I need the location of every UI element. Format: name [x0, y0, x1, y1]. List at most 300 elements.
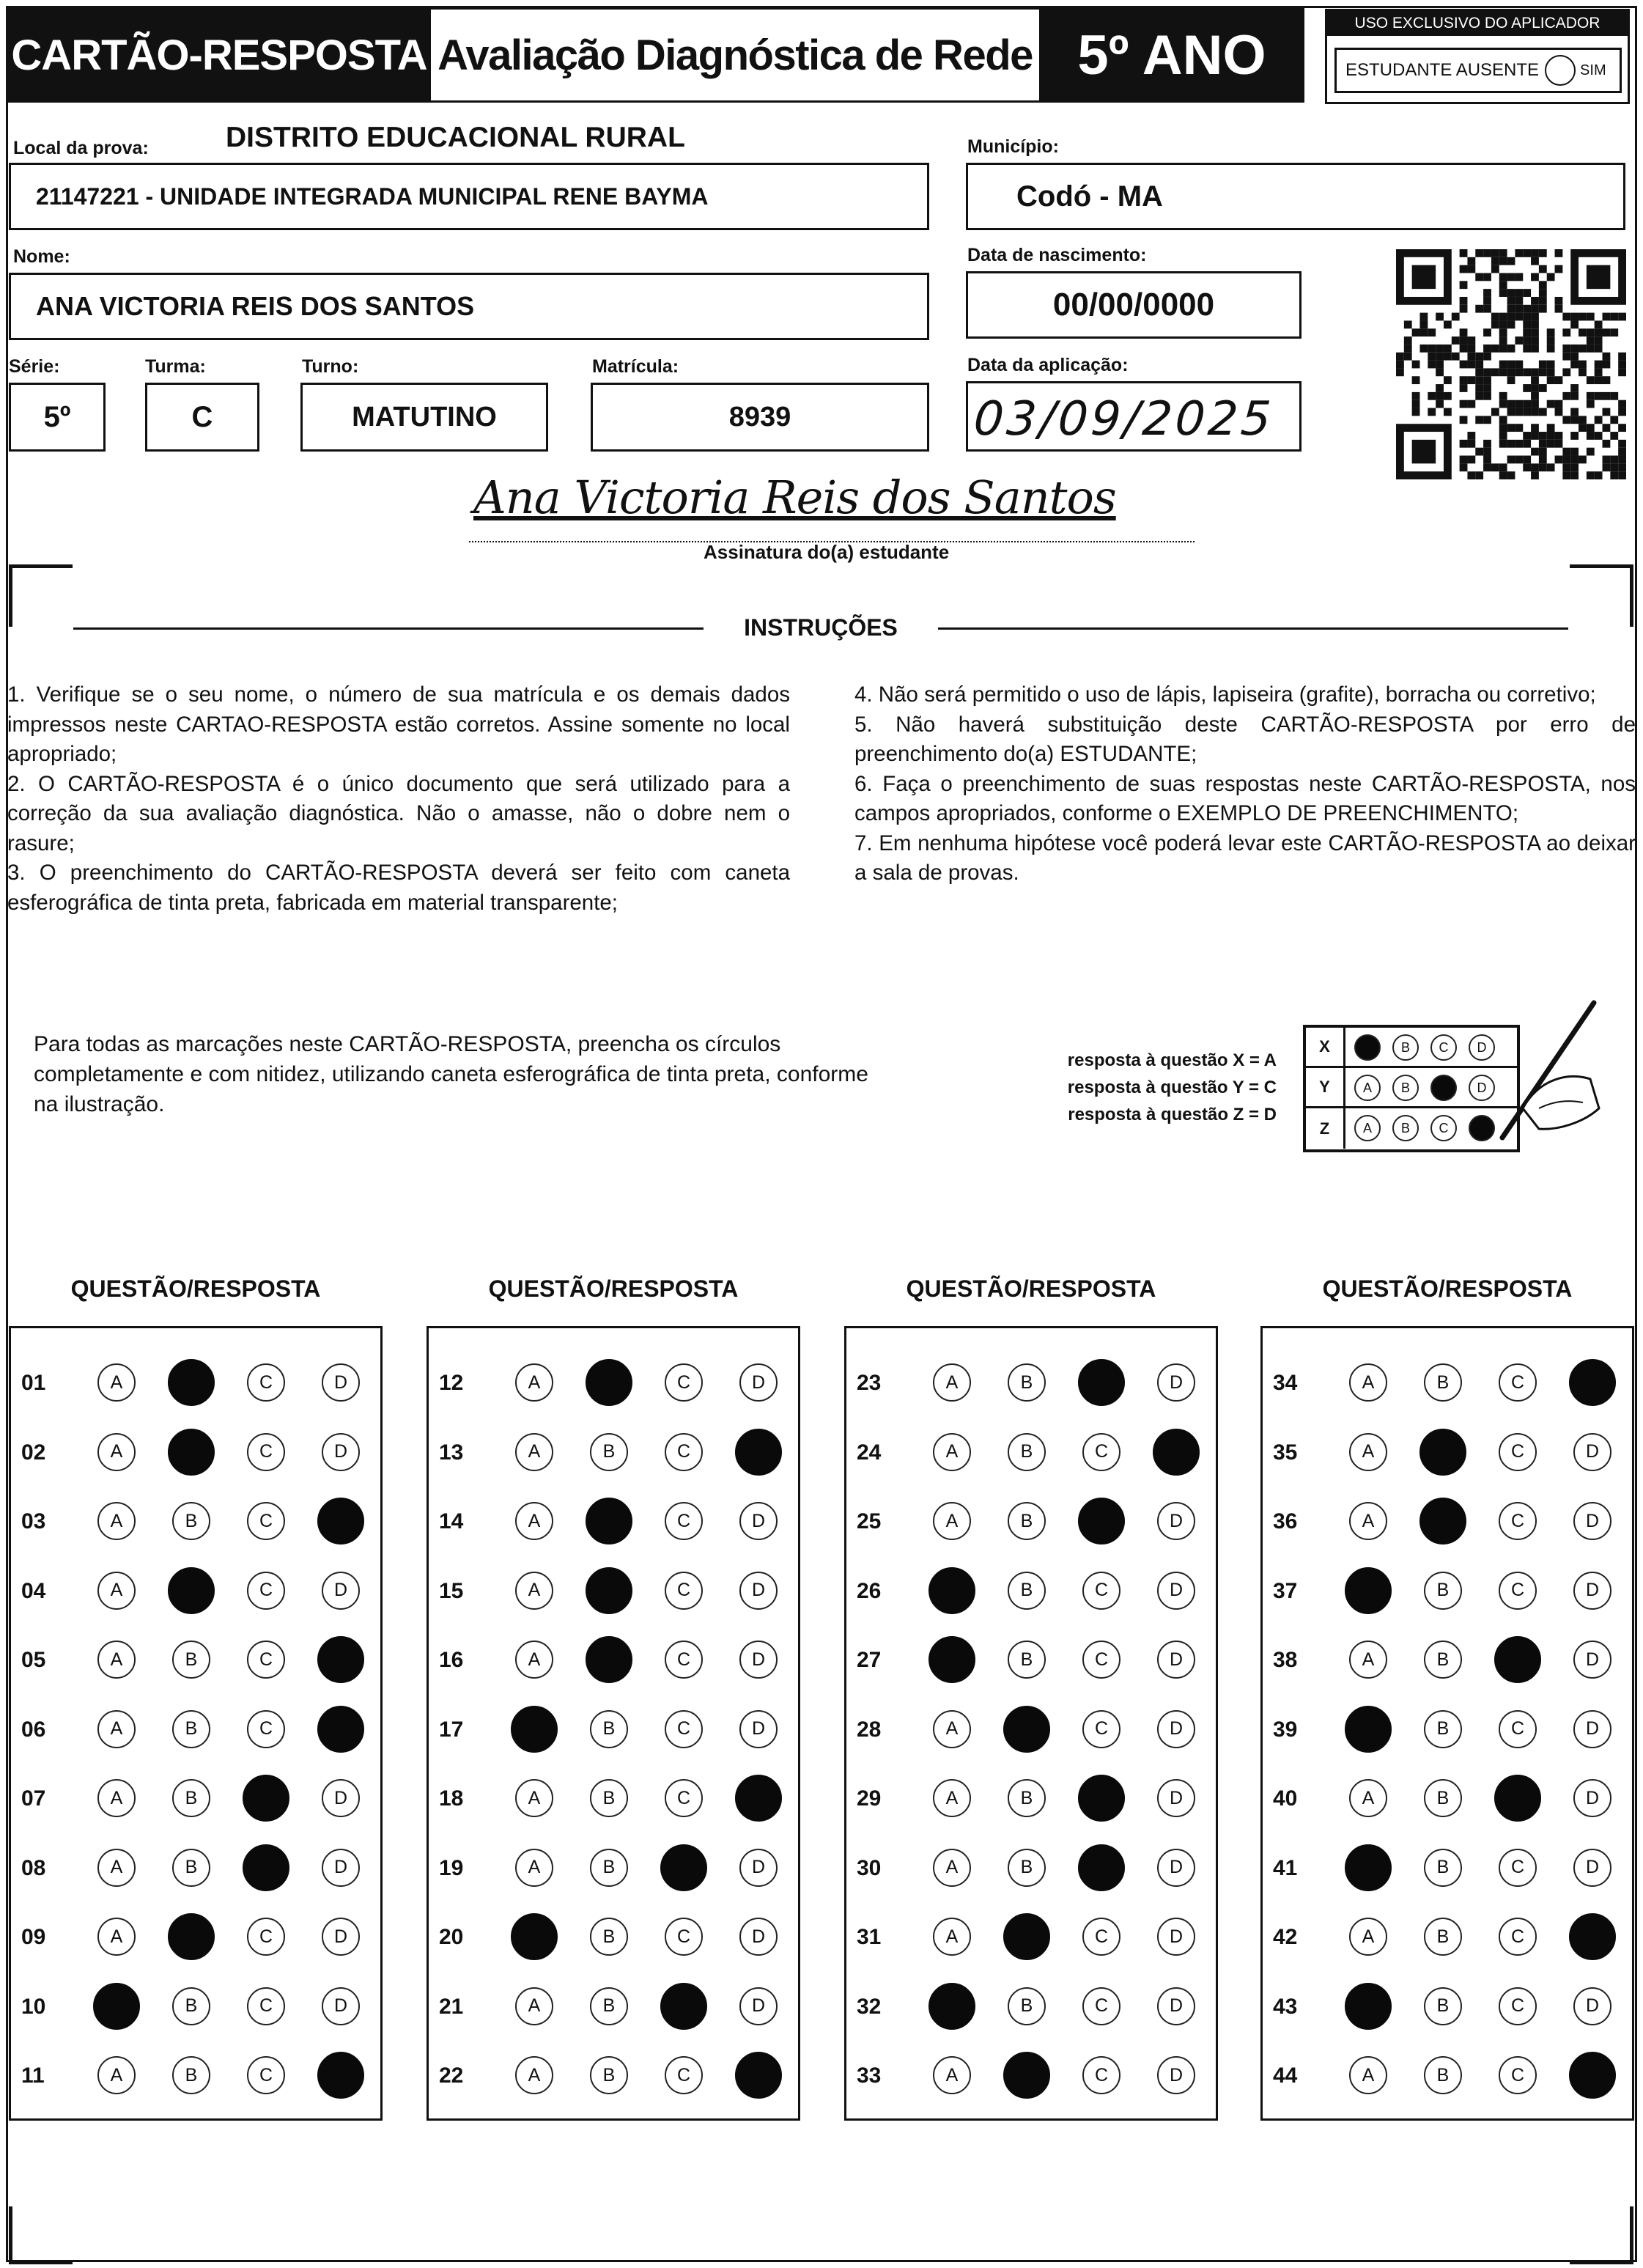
answer-bubble-b[interactable]	[1419, 1498, 1466, 1544]
answer-bubble-d[interactable]: D	[1573, 1710, 1611, 1748]
question-row	[846, 1770, 1216, 1829]
corner-top-right	[1570, 564, 1633, 627]
question-number: 31	[857, 1925, 882, 1949]
question-row	[846, 2047, 1216, 2106]
answer-bubble-a[interactable]: A	[515, 1987, 553, 2025]
answer-bubble-d[interactable]: D	[1157, 1710, 1195, 1748]
answer-bubble-a[interactable]: A	[933, 2056, 971, 2094]
answer-bubble-a[interactable]	[93, 1983, 140, 2030]
district-name: DISTRITO EDUCACIONAL RURAL	[226, 122, 685, 153]
answer-bubble-b[interactable]: B	[172, 1779, 210, 1817]
question-number: 16	[439, 1648, 464, 1672]
answer-bubble-a[interactable]: A	[1349, 1363, 1387, 1402]
question-row	[11, 1424, 380, 1483]
answer-bubble-b[interactable]	[168, 1429, 215, 1476]
question-number: 29	[857, 1786, 882, 1811]
answer-bubble-d[interactable]: D	[1573, 1987, 1611, 2025]
answer-bubble-c[interactable]	[243, 1844, 289, 1891]
answer-bubble-a[interactable]: A	[1349, 2056, 1387, 2094]
answer-bubble-c[interactable]: C	[247, 1918, 285, 1956]
question-number: 14	[439, 1509, 464, 1534]
question-row	[11, 1909, 380, 1967]
question-number: 19	[439, 1855, 464, 1880]
answer-bubble-a[interactable]: A	[97, 1433, 136, 1471]
answer-bubble-d[interactable]	[317, 1498, 364, 1544]
example-bubble-b: B	[1392, 1034, 1419, 1061]
answer-bubble-b[interactable]: B	[590, 1779, 628, 1817]
question-number: 18	[439, 1786, 464, 1811]
answer-bubble-a[interactable]: A	[933, 1433, 971, 1471]
answer-bubble-a[interactable]: A	[97, 1502, 136, 1540]
example-line-y: resposta à questão Y = C	[1067, 1078, 1277, 1097]
answer-bubble-d[interactable]: D	[1157, 1918, 1195, 1956]
answer-bubble-d[interactable]: D	[1573, 1433, 1611, 1471]
instructions-rule-left	[73, 627, 704, 630]
answer-bubble-a[interactable]	[511, 1706, 558, 1753]
answer-bubble-c[interactable]: C	[247, 1433, 285, 1471]
answer-bubble-a[interactable]: A	[515, 1502, 553, 1540]
instruction-1: 1. Verifique se o seu nome, o número de sua matrícula e os demais dados impressos neste CARTAO-RESPOSTA estão corretos. Assine somente no local apropriado;	[7, 682, 790, 766]
answer-bubble-d[interactable]	[1153, 1429, 1200, 1476]
answer-bubble-d[interactable]	[317, 2052, 364, 2099]
answer-bubble-a[interactable]: A	[97, 1710, 136, 1748]
answer-bubble-a[interactable]: A	[1349, 1433, 1387, 1471]
absent-checkbox[interactable]	[1545, 55, 1576, 86]
question-row	[429, 1909, 798, 1967]
qr-code	[1396, 249, 1626, 479]
answer-bubble-a[interactable]	[928, 1567, 975, 1614]
answer-column-header: QUESTÃO/RESPOSTA	[70, 1275, 321, 1302]
question-row	[429, 1770, 798, 1829]
answer-bubble-b[interactable]	[1003, 1706, 1050, 1753]
answer-bubble-b[interactable]: B	[1424, 1572, 1462, 1610]
answer-bubble-b[interactable]	[586, 1567, 632, 1614]
answer-bubble-c[interactable]: C	[247, 2056, 285, 2094]
answer-bubble-c[interactable]: C	[665, 1918, 703, 1956]
answer-column-3	[844, 1326, 1218, 2121]
question-row	[1263, 1563, 1632, 1621]
answer-bubble-d[interactable]: D	[1157, 1502, 1195, 1540]
answer-bubble-d[interactable]: D	[739, 1572, 778, 1610]
question-number: 41	[1273, 1855, 1298, 1880]
exam-title: Avaliação Diagnóstica de Rede	[431, 7, 1039, 103]
answer-bubble-a[interactable]	[928, 1983, 975, 2030]
local-label: Local da prova:	[13, 138, 149, 158]
answer-bubble-a[interactable]: A	[933, 1918, 971, 1956]
question-number: 08	[21, 1855, 46, 1880]
answer-bubble-a[interactable]: A	[515, 1779, 553, 1817]
answer-bubble-a[interactable]	[1345, 1706, 1392, 1753]
answer-bubble-c[interactable]	[1078, 1498, 1125, 1544]
answer-bubble-c[interactable]: C	[1082, 1572, 1120, 1610]
answer-bubble-b[interactable]: B	[1008, 1641, 1046, 1679]
answer-bubble-d[interactable]	[1569, 1913, 1616, 1960]
question-number: 11	[21, 2063, 45, 2088]
signature-label: Assinatura do(a) estudante	[704, 541, 950, 563]
corner-bottom-right	[1570, 2206, 1633, 2264]
answer-bubble-b[interactable]: B	[590, 1433, 628, 1471]
question-row	[846, 1840, 1216, 1899]
example-bubble-a: A	[1354, 1115, 1381, 1141]
answer-bubble-a[interactable]: A	[515, 1433, 553, 1471]
answer-bubble-a[interactable]: A	[97, 1779, 136, 1817]
answer-bubble-c[interactable]	[660, 1844, 707, 1891]
absent-field	[1334, 48, 1622, 93]
answer-bubble-d[interactable]: D	[739, 1849, 778, 1887]
answer-bubble-c[interactable]: C	[1082, 2056, 1120, 2094]
answer-bubble-d[interactable]	[317, 1706, 364, 1753]
answer-column-header: QUESTÃO/RESPOSTA	[1322, 1275, 1573, 1302]
answer-bubble-c[interactable]: C	[1082, 1918, 1120, 1956]
answer-bubble-b[interactable]: B	[590, 1918, 628, 1956]
answer-bubble-a[interactable]	[1345, 1567, 1392, 1614]
answer-bubble-d[interactable]: D	[1157, 1641, 1195, 1679]
question-number: 26	[857, 1578, 882, 1603]
answer-bubble-d[interactable]	[317, 1636, 364, 1683]
question-number: 24	[857, 1440, 882, 1465]
question-number: 30	[857, 1855, 882, 1880]
answer-bubble-d[interactable]: D	[739, 1918, 778, 1956]
answer-bubble-d[interactable]: D	[739, 1710, 778, 1748]
answer-bubble-d[interactable]	[735, 1429, 782, 1476]
question-number: 34	[1273, 1371, 1298, 1395]
answer-bubble-b[interactable]: B	[1424, 1710, 1462, 1748]
corner-top-left	[9, 564, 73, 627]
answer-bubble-c[interactable]: C	[247, 1987, 285, 2025]
question-row	[1263, 1978, 1632, 2037]
answer-bubble-d[interactable]: D	[1157, 1779, 1195, 1817]
answer-bubble-b[interactable]: B	[1424, 1363, 1462, 1402]
answer-bubble-b[interactable]: B	[172, 2056, 210, 2094]
example-line-z: resposta à questão Z = D	[1068, 1105, 1277, 1124]
question-row	[11, 1632, 380, 1690]
answer-bubble-b[interactable]: B	[590, 1987, 628, 2025]
answer-bubble-c[interactable]	[1494, 1636, 1541, 1683]
answer-bubble-b[interactable]: B	[1008, 1849, 1046, 1887]
answer-bubble-d[interactable]	[1569, 2052, 1616, 2099]
answer-bubble-c[interactable]: C	[247, 1363, 285, 1402]
answer-bubble-b[interactable]	[168, 1567, 215, 1614]
question-row	[846, 1424, 1216, 1483]
instructions-rule-right	[938, 627, 1568, 630]
example-bubble-d: D	[1469, 1034, 1495, 1061]
absent-label: ESTUDANTE AUSENTE	[1345, 60, 1540, 80]
question-number: 20	[439, 1925, 464, 1949]
signature-text: Ana Victoria Reis dos Santos	[473, 471, 1116, 524]
answer-bubble-b[interactable]: B	[172, 1849, 210, 1887]
answer-bubble-a[interactable]: A	[933, 1502, 971, 1540]
example-bubble-c: C	[1430, 1034, 1457, 1061]
applicator-label: USO EXCLUSIVO DO APLICADOR	[1327, 11, 1628, 36]
answer-bubble-a[interactable]: A	[97, 2056, 136, 2094]
answer-bubble-b[interactable]	[586, 1498, 632, 1544]
absent-option: SIM	[1580, 62, 1606, 78]
instructions-right	[854, 680, 1636, 888]
question-number: 17	[439, 1717, 464, 1742]
answer-bubble-b[interactable]: B	[590, 2056, 628, 2094]
answer-bubble-c[interactable]: C	[665, 1502, 703, 1540]
answer-bubble-b[interactable]	[586, 1359, 632, 1406]
instruction-3: 3. O preenchimento do CARTÃO-RESPOSTA deverá ser feito com caneta esferográfica de tinta preta, fabricada em material transparente;	[7, 861, 790, 915]
answer-bubble-c[interactable]: C	[1499, 1572, 1537, 1610]
answer-bubble-d[interactable]: D	[1573, 1641, 1611, 1679]
answer-bubble-b[interactable]: B	[1008, 1779, 1046, 1817]
question-row	[11, 1701, 380, 1760]
question-row	[846, 1701, 1216, 1760]
answer-bubble-c[interactable]: C	[1499, 1502, 1537, 1540]
answer-bubble-c[interactable]	[660, 1983, 707, 2030]
question-row	[846, 1978, 1216, 2037]
question-number: 07	[21, 1786, 46, 1811]
answer-bubble-a[interactable]: A	[1349, 1918, 1387, 1956]
question-number: 35	[1273, 1440, 1298, 1465]
corner-bottom-left	[9, 2206, 73, 2264]
answer-bubble-d[interactable]: D	[1573, 1572, 1611, 1610]
answer-bubble-d[interactable]: D	[322, 1987, 360, 2025]
answer-bubble-a[interactable]	[1345, 1844, 1392, 1891]
example-row-label: X	[1306, 1028, 1345, 1066]
answer-bubble-c[interactable]: C	[247, 1502, 285, 1540]
answer-bubble-c[interactable]: C	[1499, 1710, 1537, 1748]
answer-bubble-a[interactable]	[1345, 1983, 1392, 2030]
question-row	[1263, 1632, 1632, 1690]
instruction-7: 7. Em nenhuma hipótese você poderá levar este CARTÃO-RESPOSTA ao deixar a sala de provas.	[854, 831, 1636, 885]
answer-bubble-c[interactable]: C	[1082, 1987, 1120, 2025]
question-row	[429, 1632, 798, 1690]
answer-bubble-d[interactable]: D	[1157, 2056, 1195, 2094]
answer-bubble-a[interactable]: A	[515, 1849, 553, 1887]
answer-bubble-c[interactable]: C	[665, 2056, 703, 2094]
example-bubble-a: A	[1354, 1075, 1381, 1101]
answer-bubble-b[interactable]: B	[172, 1502, 210, 1540]
question-row	[1263, 1493, 1632, 1552]
answer-bubble-d[interactable]: D	[322, 1779, 360, 1817]
answer-bubble-d[interactable]: D	[739, 1502, 778, 1540]
example-row-label: Z	[1306, 1108, 1345, 1149]
serie-field: 5º	[9, 383, 106, 452]
answer-bubble-c[interactable]: C	[665, 1779, 703, 1817]
answer-bubble-d[interactable]: D	[1157, 1363, 1195, 1402]
question-row	[11, 1355, 380, 1413]
answer-bubble-c[interactable]: C	[1499, 2056, 1537, 2094]
answer-bubble-c[interactable]: C	[1499, 1987, 1537, 2025]
question-row	[429, 2047, 798, 2106]
answer-bubble-b[interactable]: B	[590, 1710, 628, 1748]
question-row	[1263, 1701, 1632, 1760]
answer-bubble-d[interactable]: D	[1573, 1502, 1611, 1540]
question-row	[429, 1563, 798, 1621]
answer-column-2	[427, 1326, 800, 2121]
answer-bubble-a[interactable]: A	[515, 1572, 553, 1610]
answer-bubble-b[interactable]	[1419, 1429, 1466, 1476]
answer-bubble-c[interactable]: C	[665, 1572, 703, 1610]
question-number: 13	[439, 1440, 464, 1465]
question-row	[11, 1840, 380, 1899]
answer-bubble-a[interactable]: A	[515, 2056, 553, 2094]
answer-bubble-b[interactable]: B	[1424, 1918, 1462, 1956]
question-number: 12	[439, 1371, 464, 1395]
answer-bubble-b[interactable]: B	[1424, 1987, 1462, 2025]
answer-bubble-a[interactable]: A	[97, 1849, 136, 1887]
answer-bubble-c[interactable]: C	[665, 1641, 703, 1679]
answer-bubble-d[interactable]: D	[739, 1987, 778, 2025]
answer-bubble-d[interactable]: D	[1157, 1572, 1195, 1610]
example-row	[1306, 1028, 1517, 1068]
answer-bubble-d[interactable]: D	[1157, 1849, 1195, 1887]
question-number: 06	[21, 1717, 46, 1742]
nome-label: Nome:	[13, 246, 70, 267]
question-row	[1263, 1355, 1632, 1413]
answer-bubble-a[interactable]: A	[97, 1363, 136, 1402]
answer-bubble-b[interactable]: B	[1008, 1572, 1046, 1610]
answer-bubble-b[interactable]	[168, 1913, 215, 1960]
answer-bubble-a[interactable]: A	[515, 1363, 553, 1402]
answer-bubble-d[interactable]	[735, 2052, 782, 2099]
answer-bubble-c[interactable]: C	[1499, 1849, 1537, 1887]
question-number: 44	[1273, 2063, 1298, 2088]
question-number: 25	[857, 1509, 882, 1534]
municipio-label: Município:	[967, 136, 1059, 157]
question-number: 36	[1273, 1509, 1298, 1534]
instructions-left	[7, 680, 790, 918]
answer-bubble-d[interactable]: D	[322, 1433, 360, 1471]
answer-bubble-b[interactable]: B	[1424, 1849, 1462, 1887]
answer-bubble-d[interactable]: D	[1573, 1849, 1611, 1887]
answer-column-header: QUESTÃO/RESPOSTA	[488, 1275, 739, 1302]
answer-bubble-d[interactable]: D	[739, 1641, 778, 1679]
example-line-x: resposta à questão X = A	[1067, 1050, 1277, 1070]
answer-bubble-d[interactable]: D	[322, 1849, 360, 1887]
aplicacao-label: Data da aplicação:	[967, 355, 1129, 375]
answer-bubble-a[interactable]	[928, 1636, 975, 1683]
question-number: 39	[1273, 1717, 1298, 1742]
question-number: 02	[21, 1440, 46, 1465]
answer-bubble-d[interactable]: D	[1573, 1779, 1611, 1817]
question-row	[846, 1493, 1216, 1552]
signature	[469, 468, 1195, 542]
aplicacao-value: 03/09/2025	[972, 392, 1276, 446]
answer-bubble-a[interactable]	[511, 1913, 558, 1960]
answer-bubble-b[interactable]: B	[590, 1849, 628, 1887]
answer-bubble-c[interactable]: C	[665, 1710, 703, 1748]
question-number: 10	[21, 1994, 46, 2019]
answer-bubble-c[interactable]: C	[247, 1641, 285, 1679]
question-row	[11, 1563, 380, 1621]
answer-bubble-c[interactable]	[1078, 1844, 1125, 1891]
example-row	[1306, 1108, 1517, 1149]
answer-bubble-b[interactable]: B	[172, 1641, 210, 1679]
answer-bubble-b[interactable]: B	[1008, 1502, 1046, 1540]
answer-bubble-a[interactable]: A	[933, 1363, 971, 1402]
answer-bubble-c[interactable]	[243, 1775, 289, 1822]
turma-field: C	[145, 383, 259, 452]
answer-bubble-c[interactable]: C	[665, 1363, 703, 1402]
answer-bubble-a[interactable]: A	[1349, 1502, 1387, 1540]
question-row	[1263, 2047, 1632, 2106]
applicator-box	[1325, 9, 1630, 104]
answer-bubble-b[interactable]: B	[172, 1987, 210, 2025]
answer-bubble-b[interactable]: B	[1008, 1433, 1046, 1471]
answer-bubble-b[interactable]: B	[1424, 2056, 1462, 2094]
answer-bubble-b[interactable]: B	[1424, 1641, 1462, 1679]
answer-bubble-b[interactable]: B	[1008, 1987, 1046, 2025]
question-number: 23	[857, 1371, 882, 1395]
answer-bubble-c[interactable]: C	[1499, 1363, 1537, 1402]
example-bubble-b: B	[1392, 1075, 1419, 1101]
answer-bubble-d[interactable]: D	[739, 1363, 778, 1402]
example-row-label: Y	[1306, 1068, 1345, 1106]
answer-bubble-c[interactable]: C	[247, 1710, 285, 1748]
answer-bubble-a[interactable]: A	[933, 1779, 971, 1817]
answer-bubble-b[interactable]	[586, 1636, 632, 1683]
answer-bubble-a[interactable]: A	[97, 1918, 136, 1956]
question-row	[846, 1909, 1216, 1967]
answer-bubble-a[interactable]: A	[97, 1572, 136, 1610]
question-number: 01	[21, 1371, 46, 1395]
answer-bubble-b[interactable]: B	[1008, 1363, 1046, 1402]
answer-bubble-c[interactable]: C	[1499, 1433, 1537, 1471]
answer-bubble-d[interactable]: D	[322, 1572, 360, 1610]
answer-bubble-a[interactable]: A	[1349, 1641, 1387, 1679]
question-row	[1263, 1424, 1632, 1483]
answer-bubble-c[interactable]: C	[1082, 1433, 1120, 1471]
answer-bubble-a[interactable]: A	[933, 1710, 971, 1748]
example-bubble-d	[1469, 1115, 1495, 1141]
answer-bubble-d[interactable]: D	[322, 1363, 360, 1402]
nascimento-field: 00/00/0000	[966, 271, 1302, 339]
answer-bubble-c[interactable]: C	[665, 1433, 703, 1471]
nome-field: ANA VICTORIA REIS DOS SANTOS	[9, 273, 929, 340]
answer-bubble-a[interactable]: A	[933, 1849, 971, 1887]
question-number: 04	[21, 1578, 46, 1603]
question-row	[846, 1632, 1216, 1690]
answer-bubble-b[interactable]	[168, 1359, 215, 1406]
answer-bubble-d[interactable]: D	[1157, 1987, 1195, 2025]
answer-bubble-a[interactable]: A	[97, 1641, 136, 1679]
fill-note: Para todas as marcações neste CARTÃO-RESPOSTA, preencha os círculos completamente e com nitidez, utilizando caneta esferográfica de tinta preta, conforme na ilustração.	[34, 1032, 868, 1116]
question-number: 15	[439, 1578, 464, 1603]
answer-bubble-c[interactable]: C	[1499, 1918, 1537, 1956]
answer-bubble-b[interactable]	[1003, 2052, 1050, 2099]
answer-bubble-c[interactable]: C	[247, 1572, 285, 1610]
question-row	[1263, 1770, 1632, 1829]
question-row	[11, 1978, 380, 2037]
answer-column-4	[1260, 1326, 1634, 2121]
answer-bubble-b[interactable]: B	[172, 1710, 210, 1748]
question-number: 03	[21, 1509, 46, 1534]
answer-bubble-d[interactable]	[1569, 1359, 1616, 1406]
answer-bubble-b[interactable]	[1003, 1913, 1050, 1960]
answer-bubble-c[interactable]: C	[1082, 1710, 1120, 1748]
turno-label: Turno:	[302, 356, 359, 377]
answer-bubble-b[interactable]: B	[1424, 1779, 1462, 1817]
answer-bubble-c[interactable]	[1494, 1775, 1541, 1822]
question-row	[11, 1770, 380, 1829]
example-bubble-c	[1430, 1075, 1457, 1101]
answer-bubble-c[interactable]: C	[1082, 1641, 1120, 1679]
question-row	[1263, 1909, 1632, 1967]
answer-bubble-d[interactable]	[735, 1775, 782, 1822]
matricula-label: Matrícula:	[592, 356, 679, 377]
answer-bubble-c[interactable]	[1078, 1359, 1125, 1406]
turno-field: MATUTINO	[300, 383, 548, 452]
answer-column-1	[9, 1326, 383, 2121]
question-row	[846, 1355, 1216, 1413]
answer-bubble-d[interactable]: D	[322, 1918, 360, 1956]
answer-bubble-a[interactable]: A	[515, 1641, 553, 1679]
answer-bubble-a[interactable]: A	[1349, 1779, 1387, 1817]
answer-bubble-c[interactable]	[1078, 1775, 1125, 1822]
